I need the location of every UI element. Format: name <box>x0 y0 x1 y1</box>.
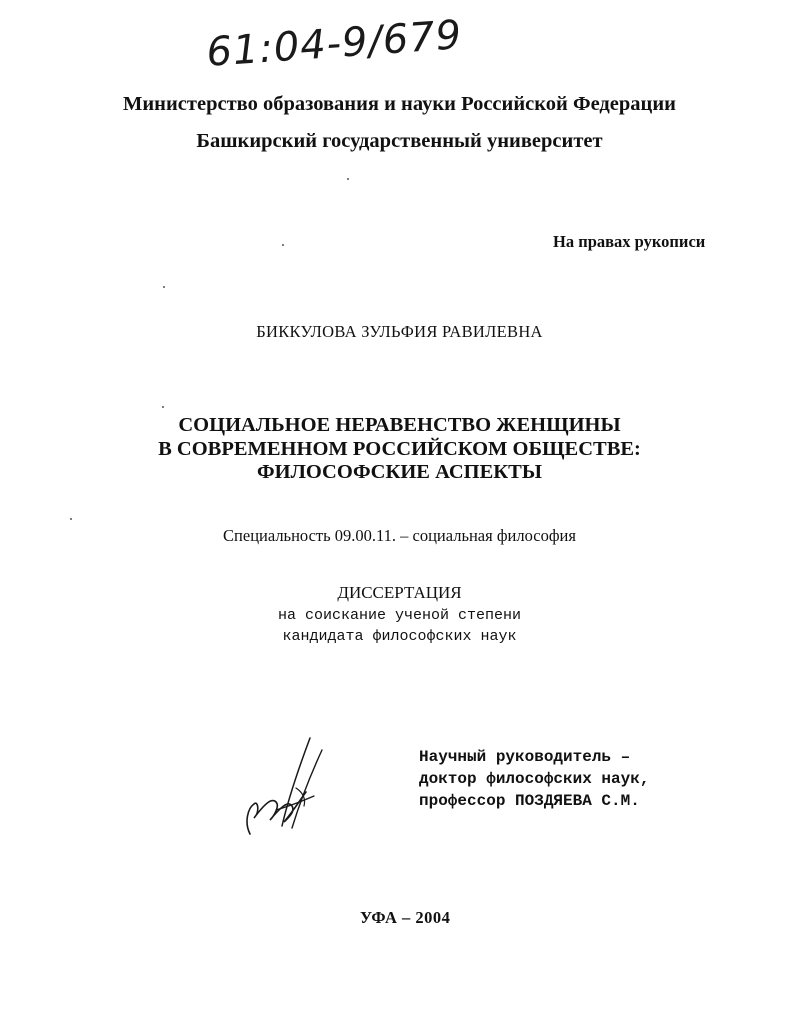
supervisor-line-3: профессор ПОЗДЯЕВА С.М. <box>419 792 640 810</box>
scan-speck <box>282 244 284 246</box>
city-year: УФА – 2004 <box>360 908 451 927</box>
title-line-1: СОЦИАЛЬНОЕ НЕРАВЕНСТВО ЖЕНЩИНЫ <box>178 414 621 436</box>
supervisor-line-2: доктор философских наук, <box>419 770 650 788</box>
author-name: БИККУЛОВА ЗУЛЬФИЯ РАВИЛЕВНА <box>256 322 543 341</box>
scan-speck <box>162 406 164 408</box>
supervisor-line-1: Научный руководитель – <box>419 748 631 766</box>
signature-image <box>236 730 326 840</box>
university-heading: Башкирский государственный университет <box>196 130 603 152</box>
rights-note: На правах рукописи <box>553 232 706 251</box>
specialty-line: Специальность 09.00.11. – социальная философия <box>223 526 576 545</box>
dissertation-heading: ДИССЕРТАЦИЯ <box>337 583 462 602</box>
scan-speck <box>163 286 165 288</box>
title-line-2: В СОВРЕМЕННОМ РОССИЙСКОМ ОБЩЕСТВЕ: <box>158 438 641 460</box>
handwritten-archive-code: 61:04-9/679 <box>205 12 464 76</box>
scan-speck <box>347 178 349 180</box>
ministry-heading: Министерство образования и науки Российской Федерации <box>123 93 676 115</box>
title-line-3: ФИЛОСОФСКИЕ АСПЕКТЫ <box>257 461 542 483</box>
dissertation-line-2: кандидата философских наук <box>282 628 517 645</box>
dissertation-line-1: на соискание ученой степени <box>277 607 522 624</box>
scan-speck <box>70 518 72 520</box>
